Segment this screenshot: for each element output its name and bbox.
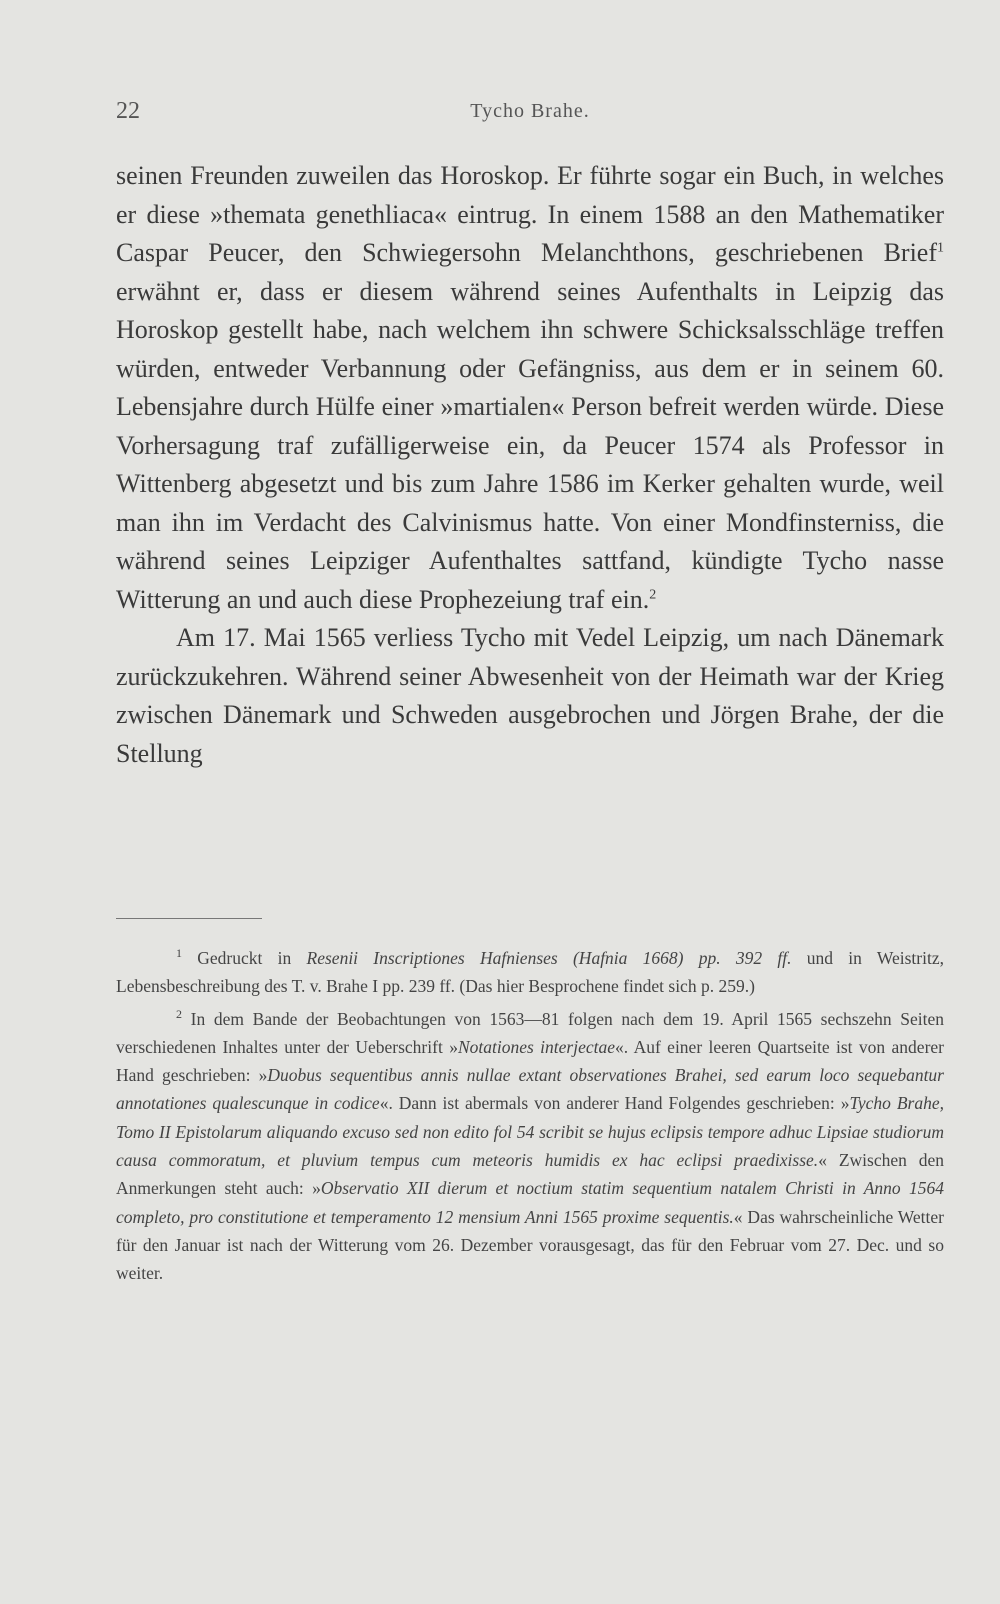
main-text xyxy=(116,157,944,773)
footnote-ref-2: 2 xyxy=(649,586,657,602)
footnote-2-text-a: In dem Bande der Beobachtungen von 1563—81 folgen nach dem 19. April 1565 sechszehn Seiten verschiedenen Inhaltes unter der Ueberschrift » xyxy=(116,1008,944,1057)
paragraph-2-text: Am 17. Mai 1565 verliess Tycho mit Vedel Leipzig, um nach Dänemark zurückzukehren. Während seiner Abwesenheit von der Heimath war der Krieg zwischen Dänemark und Schweden ausgebrochen und Jörgen Brahe, der die Stellung xyxy=(116,623,944,768)
footnote-2-latin-1: Notationes interjectae xyxy=(457,1036,616,1057)
footnotes xyxy=(116,944,944,1292)
footnote-1 xyxy=(116,944,944,1001)
paragraph-1-text-b: erwähnt er, dass er diesem während seines Aufenthalts in Leipzig das Horoskop gestellt habe, nach welchem ihn schwere Schicksalsschläge treffen würden, entweder Verbannung oder Gefängniss, aus dem er in seinem 60. Lebensjahre durch Hülfe einer »martialen« Person befreit werden würde. Diese Vorhersagung traf zufälligerweise ein, da Peucer 1574 als Professor in Wittenberg abgesetzt und bis zum Jahre 1586 im Kerker gehalten wurde, weil man ihn im Verdacht des Calvinismus hatte. Von einer Mondfinsterniss, die während seines Leipziger Aufenthaltes sattfand, kündigte Tycho nasse Witterung an und auch diese Prophezeiung traf ein. xyxy=(116,276,944,614)
footnote-2 xyxy=(116,1005,944,1288)
footnote-1-text-b: und in Weistritz, Lebensbeschreibung des T. v. Brahe I pp. 239 ff. (Das hier Besprochene findet sich p. 259.) xyxy=(116,948,944,997)
footnote-2-latin-3: Tycho Brahe, Tomo II Epistolarum aliquando excuso sed non edito fol 54 scribit se hujus eclipsis tempore adhuc Lipsiae studiorum causa commoratum, et pluvium tempus cum meteoris humidis ex hac eclipsi praedixisse. xyxy=(116,1093,944,1171)
paragraph-2 xyxy=(116,619,944,773)
footnote-1-citation: Resenii Inscriptiones Hafnienses (Hafnia 1668) pp. 392 ff. xyxy=(306,948,792,968)
page-header xyxy=(116,98,944,128)
footnote-divider xyxy=(116,918,262,919)
footnote-ref-1: 1 xyxy=(937,240,944,256)
footnote-1-mark: 1 xyxy=(176,946,182,961)
footnote-2-text-b: «. Auf einer leeren Quartseite ist von anderer Hand geschrieben: » xyxy=(116,1036,944,1086)
footnote-2-text-e: « Das wahrscheinliche Wetter für den Januar ist nach der Witterung vom 26. Dezember vorausgesagt, das für den Februar vom 27. Dec. und so weiter. xyxy=(116,1206,944,1284)
footnote-2-latin-2: Duobus sequentibus annis nullae extant observationes Brahei, sed earum loco sequebantur annotationes qualescunque in codice xyxy=(116,1065,944,1114)
footnote-2-text-d: « Zwischen den Anmerkungen steht auch: » xyxy=(116,1150,944,1199)
paragraph-1-text-a: seinen Freunden zuweilen das Horoskop. Er führte sogar ein Buch, in welches er diese »themata genethliaca« eintrug. In einem 1588 an den Mathematiker Caspar Peucer, den Schwiegersohn Melanchthons, geschriebenen Brief xyxy=(116,161,944,267)
paragraph-1 xyxy=(116,157,944,619)
page-number: 22 xyxy=(116,98,140,124)
footnote-2-latin-4: Observatio XII dierum et noctium statim sequentium natalem Christi in Anno 1564 completo, pro constitutione et temperamento 12 mensium Anni 1565 proxime sequentis. xyxy=(116,1178,945,1227)
footnote-2-mark: 2 xyxy=(176,1006,182,1021)
footnote-2-text-c: «. Dann ist abermals von anderer Hand Folgendes geschrieben: » xyxy=(379,1093,850,1114)
running-title: Tycho Brahe. xyxy=(470,100,590,122)
footnote-1-text-a: Gedruckt in xyxy=(182,948,307,968)
